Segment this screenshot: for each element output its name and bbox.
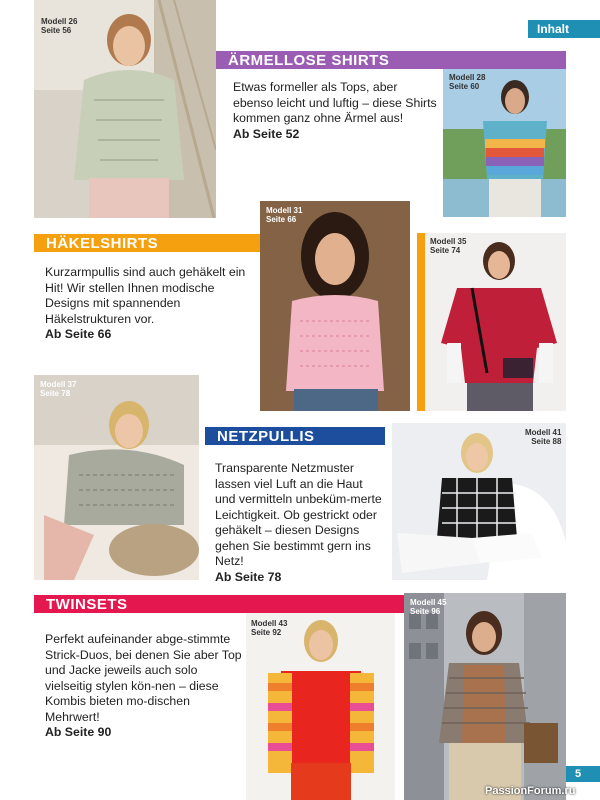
watermark-label: PassionForum.ru <box>485 785 576 797</box>
photo-modell-35 <box>417 233 566 411</box>
section-heading-text: ÄRMELLOSE SHIRTS <box>228 51 390 69</box>
section-text-haekel <box>45 265 250 343</box>
section-heading-aermellose <box>216 51 566 69</box>
section-page-ref[interactable]: Ab Seite 66 <box>45 327 112 341</box>
contents-tab-label: Inhalt <box>537 22 569 36</box>
seite-number: Seite 56 <box>41 26 72 35</box>
watermark-text <box>485 785 575 797</box>
photo-modell-37 <box>34 375 199 580</box>
photo-modell-31 <box>260 201 410 411</box>
section-text-aermellose <box>233 80 438 142</box>
photo-modell-41 <box>392 423 566 580</box>
label-modell-28 <box>449 73 485 91</box>
section-description: Transparente Netzmuster lassen viel Luft an die Haut und vermitteln unbeküm-merte Leichtigkeit. Ob gestrickt oder gehäkelt – diesen Designs gehen Sie bestimmt gern ins Netz! <box>215 461 382 568</box>
section-page-ref[interactable]: Ab Seite 52 <box>233 126 300 141</box>
label-modell-41 <box>525 428 561 446</box>
modell-number: Modell 41 <box>525 428 562 437</box>
section-text-netz <box>215 461 385 585</box>
seite-number: Seite 60 <box>449 82 480 91</box>
page-number-tab <box>566 766 600 782</box>
seite-number: Seite 74 <box>430 246 461 255</box>
seite-number: Seite 88 <box>531 437 562 446</box>
section-description: Etwas formeller als Tops, aber ebenso leicht und luftig – diese Shirts kommen ganz ohne Ärmel aus! <box>233 80 437 125</box>
photo-modell-28 <box>443 69 566 217</box>
label-modell-43 <box>251 619 287 637</box>
section-heading-text: HÄKELSHIRTS <box>46 234 159 252</box>
section-heading-text: NETZPULLIS <box>217 427 315 445</box>
seite-number: Seite 78 <box>40 389 71 398</box>
photo-modell-45 <box>404 593 566 800</box>
section-text-twinsets <box>45 632 245 741</box>
modell-number: Modell 28 <box>449 73 486 82</box>
section-heading-twinsets <box>34 595 404 613</box>
photo-modell-43 <box>246 613 395 800</box>
contents-tab[interactable] <box>528 20 600 38</box>
section-description: Kurzarmpullis sind auch gehäkelt ein Hit! Wir stellen Ihnen modische Designs mit spannenden Häkelstrukturen vor. <box>45 265 246 326</box>
label-modell-31 <box>266 206 302 224</box>
label-modell-45 <box>410 598 446 616</box>
seite-number: Seite 92 <box>251 628 282 637</box>
label-modell-26 <box>41 17 77 35</box>
page-number: 5 <box>575 768 582 780</box>
modell-number: Modell 35 <box>430 237 467 246</box>
label-modell-37 <box>40 380 76 398</box>
label-modell-35 <box>430 237 466 255</box>
section-page-ref[interactable]: Ab Seite 90 <box>45 725 112 739</box>
section-heading-text: TWINSETS <box>46 595 128 613</box>
section-heading-haekel <box>34 234 260 252</box>
modell-number: Modell 45 <box>410 598 447 607</box>
modell-number: Modell 26 <box>41 17 78 26</box>
seite-number: Seite 96 <box>410 607 441 616</box>
modell-number: Modell 31 <box>266 206 303 215</box>
modell-number: Modell 37 <box>40 380 77 389</box>
modell-number: Modell 43 <box>251 619 288 628</box>
section-page-ref[interactable]: Ab Seite 78 <box>215 569 282 584</box>
section-description: Perfekt aufeinander abge-stimmte Strick-Duos, bei denen Sie aber Top und Jacke jeweils auch solo vielseitig stylen kön-nen – diese Kombis bieten mo-dischen Mehrwert! <box>45 632 242 724</box>
seite-number: Seite 66 <box>266 215 297 224</box>
section-heading-netz <box>205 427 385 445</box>
